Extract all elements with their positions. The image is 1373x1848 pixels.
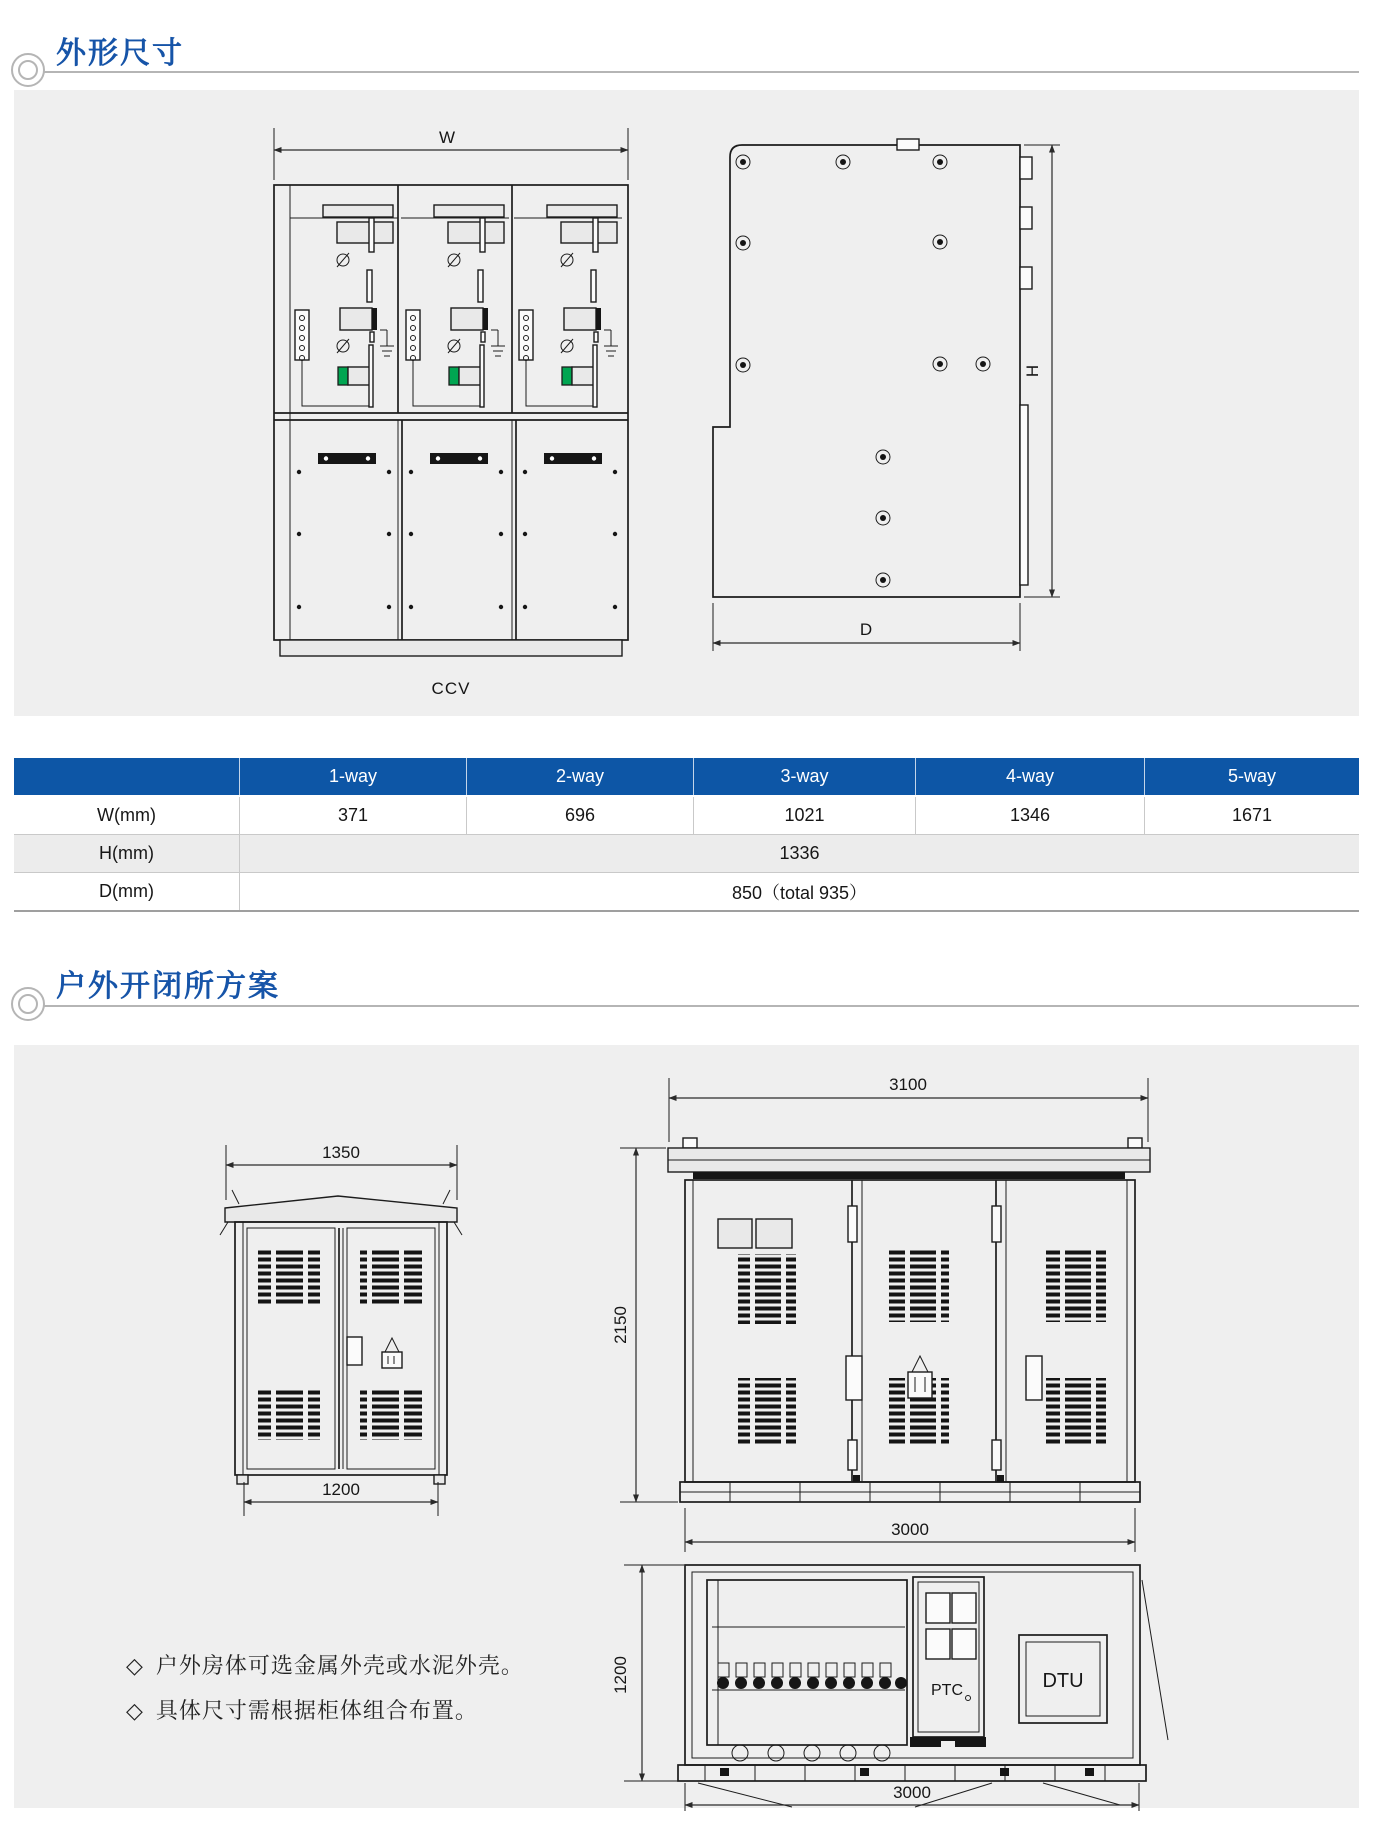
diamond-bullet-icon: ◇ bbox=[126, 1698, 144, 1723]
dim-label: 3000 bbox=[891, 1520, 929, 1539]
table-header-cell: 2-way bbox=[466, 758, 693, 795]
dim-2150 bbox=[611, 1148, 678, 1502]
cabinet-foot bbox=[237, 1475, 248, 1484]
dim-1350 bbox=[226, 1143, 457, 1200]
dim-label: 3100 bbox=[889, 1075, 927, 1094]
h-dim-label: H bbox=[1023, 364, 1042, 378]
station-roof bbox=[668, 1138, 1150, 1179]
dim-1200-plan bbox=[611, 1565, 684, 1781]
dim-1200 bbox=[244, 1480, 438, 1516]
station-base bbox=[680, 1475, 1140, 1502]
dim-label: 1200 bbox=[611, 1656, 630, 1694]
section-divider-line bbox=[28, 71, 1359, 73]
table-row-depth bbox=[14, 873, 1359, 912]
cabinet-outline bbox=[274, 185, 628, 656]
outdoor-drawings-panel bbox=[14, 1045, 1359, 1808]
side-view-drawing bbox=[706, 105, 1086, 665]
table-cell: 371 bbox=[239, 797, 466, 834]
louver-vent bbox=[258, 1390, 320, 1440]
ptc-label: PTC bbox=[931, 1682, 963, 1699]
outdoor-cabinet-side-drawing bbox=[180, 1130, 470, 1530]
outdoor-station-front-drawing bbox=[600, 1060, 1180, 1560]
louver-vent bbox=[738, 1378, 796, 1444]
row-label: W(mm) bbox=[97, 805, 156, 825]
section-marker-inner-icon bbox=[18, 60, 38, 80]
door-handle bbox=[846, 1356, 862, 1400]
w-dimension bbox=[274, 128, 628, 180]
front-view-caption: CCV bbox=[431, 679, 471, 698]
section-marker-icon bbox=[11, 53, 45, 87]
louver-vent bbox=[360, 1390, 422, 1440]
table-cell: 696 bbox=[466, 797, 693, 834]
ptc-cabinet bbox=[910, 1577, 986, 1747]
table-header-cell: 4-way bbox=[915, 758, 1144, 795]
note-item bbox=[126, 1643, 524, 1688]
w-dim-label: W bbox=[438, 128, 456, 147]
dtu-label: DTU bbox=[1042, 1670, 1084, 1692]
table-header-cell bbox=[14, 758, 239, 795]
dim-label: 3000 bbox=[893, 1783, 931, 1802]
dim-label: 2150 bbox=[611, 1306, 630, 1344]
table-cell-merged: 1336 bbox=[239, 835, 1359, 872]
diamond-bullet-icon: ◇ bbox=[126, 1653, 144, 1678]
ccv-front-view-drawing bbox=[255, 120, 635, 710]
louver-vent bbox=[1046, 1378, 1106, 1444]
louver-vent bbox=[1046, 1250, 1106, 1322]
side-body-outline bbox=[713, 139, 1032, 597]
table-row-height bbox=[14, 835, 1359, 873]
switchgear-top-view bbox=[707, 1580, 907, 1761]
notes-list bbox=[126, 1643, 524, 1733]
dim-label: 1350 bbox=[322, 1143, 360, 1162]
table-row-width bbox=[14, 797, 1359, 835]
open-door-line bbox=[1142, 1580, 1168, 1740]
louver-vent bbox=[738, 1254, 796, 1324]
table-cell-merged: 850（total 935） bbox=[239, 873, 1359, 910]
door-handle bbox=[1026, 1356, 1042, 1400]
d-dim-label: D bbox=[859, 620, 873, 639]
padlock-icon bbox=[908, 1356, 932, 1398]
section-title-outline: 外形尺寸 bbox=[56, 37, 184, 70]
dim-3000-front bbox=[685, 1508, 1135, 1552]
dimension-table bbox=[14, 758, 1359, 912]
section-divider-line bbox=[28, 1005, 1359, 1007]
table-header-cell: 3-way bbox=[693, 758, 915, 795]
table-cell: 1021 bbox=[693, 797, 915, 834]
section-title-outdoor: 户外开闭所方案 bbox=[56, 970, 280, 1003]
table-cell: 1346 bbox=[915, 797, 1144, 834]
d-dimension bbox=[713, 603, 1020, 651]
louver-vent bbox=[889, 1250, 949, 1322]
row-label: D(mm) bbox=[99, 881, 154, 901]
padlock-icon bbox=[382, 1338, 402, 1368]
louver-vent bbox=[258, 1248, 320, 1306]
louver-vent bbox=[360, 1248, 422, 1306]
section-marker-icon bbox=[11, 987, 45, 1021]
table-header-cell: 1-way bbox=[239, 758, 466, 795]
cabinet-foot bbox=[434, 1475, 445, 1484]
table-header-cell: 5-way bbox=[1144, 758, 1359, 795]
note-item bbox=[126, 1688, 524, 1733]
table-header-row bbox=[14, 758, 1359, 797]
dtu-box bbox=[1019, 1635, 1107, 1723]
note-text: 户外房体可选金属外壳或水泥外壳。 bbox=[155, 1653, 524, 1678]
section-marker-inner-icon bbox=[18, 994, 38, 1014]
table-cell: 1671 bbox=[1144, 797, 1359, 834]
door-handle bbox=[347, 1337, 362, 1365]
outdoor-station-plan-drawing bbox=[560, 1555, 1180, 1817]
dim-3100 bbox=[669, 1075, 1148, 1142]
dim-label: 1200 bbox=[322, 1480, 360, 1499]
plan-base bbox=[678, 1765, 1146, 1781]
note-text: 具体尺寸需根据柜体组合布置。 bbox=[155, 1698, 478, 1723]
outline-drawings-panel bbox=[14, 90, 1359, 716]
row-label: H(mm) bbox=[99, 843, 154, 863]
